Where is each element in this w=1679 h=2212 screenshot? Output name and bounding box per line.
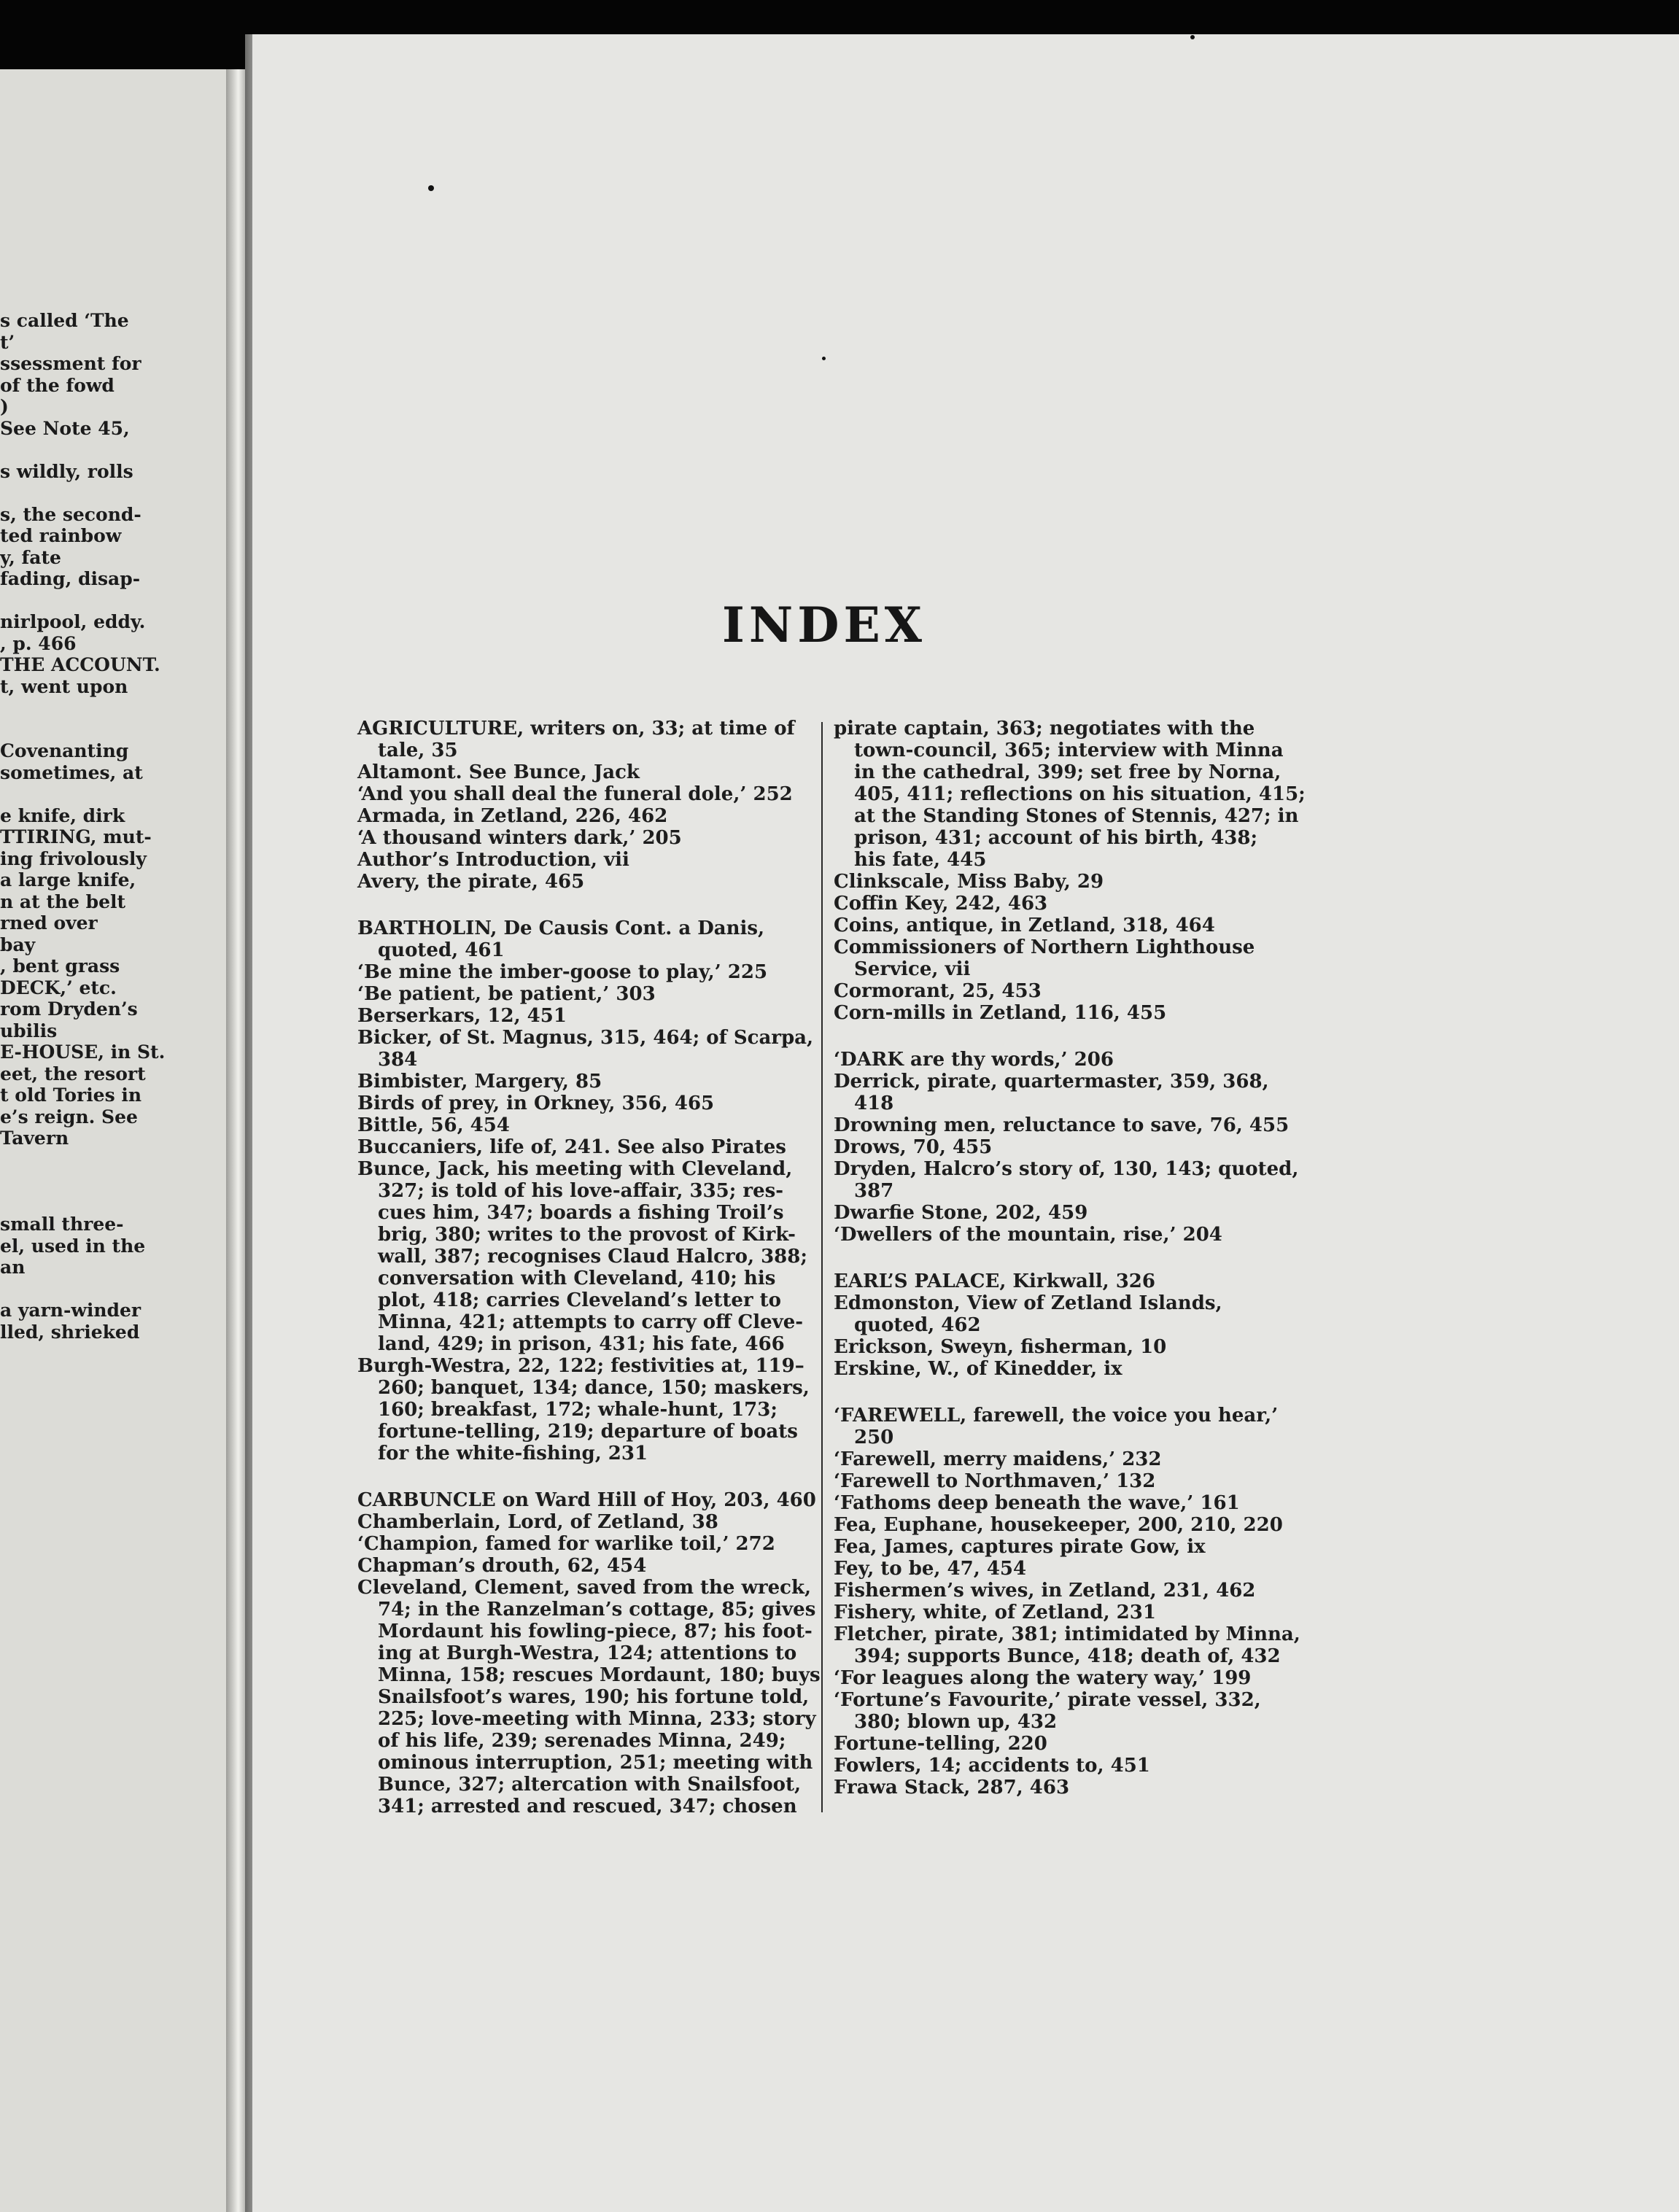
- index-entry-line: quoted, 461: [378, 939, 505, 961]
- left-page-line: Tavern: [0, 1128, 69, 1149]
- index-entry-line: Edmonston, View of Zetland Islands,: [834, 1292, 1222, 1314]
- index-entry-line: Corn-mills in Zetland, 116, 455: [834, 1002, 1167, 1024]
- index-entry-line: Commissioners of Northern Lighthouse: [834, 936, 1255, 958]
- left-page-line: t, went upon: [0, 675, 128, 697]
- left-page-line: E-HOUSE, in St.: [0, 1041, 166, 1063]
- index-entry: [834, 1071, 1287, 1114]
- index-entry: [834, 1202, 1287, 1224]
- index-entry: [834, 1292, 1287, 1336]
- index-entry: [834, 871, 1287, 893]
- left-page-line: [0, 1171, 153, 1192]
- index-entry: [357, 871, 811, 893]
- index-entry: [834, 980, 1287, 1002]
- left-page-line: a yarn-winder: [0, 1300, 141, 1321]
- left-page-line: Covenanting: [0, 740, 129, 761]
- left-page-line: , p. 466: [0, 632, 77, 654]
- left-page-line: [0, 590, 153, 612]
- left-page-line: eet, the resort: [0, 1063, 146, 1084]
- left-page-line: ted rainbow: [0, 525, 122, 546]
- index-entry-line: CARBUNCLE on Ward Hill of Hoy, 203, 460: [357, 1489, 816, 1511]
- index-entry-line: 380; blown up, 432: [854, 1711, 1058, 1733]
- index-entry: [834, 1536, 1287, 1558]
- index-entry-line: ‘And you shall deal the funeral dole,’ 252: [357, 783, 793, 805]
- left-page-line: t’: [0, 331, 15, 353]
- index-entry: [834, 1755, 1287, 1777]
- index-entry-line: ‘For leagues along the watery way,’ 199: [834, 1667, 1252, 1689]
- index-entry-line: fortune-telling, 219; departure of boats: [378, 1421, 798, 1443]
- left-page-line: ing frivolously: [0, 847, 147, 869]
- index-entry-line: Fletcher, pirate, 381; intimidated by Minna,: [834, 1623, 1300, 1645]
- left-page-line: a large knife,: [0, 869, 136, 890]
- index-entry: [357, 1093, 811, 1114]
- index-entry: [834, 1689, 1287, 1733]
- index-entry-line: tale, 35: [378, 740, 458, 761]
- left-page-line: fading, disap-: [0, 568, 141, 589]
- index-entry: [834, 1405, 1287, 1448]
- index-entry-line: ‘Fortune’s Favourite,’ pirate vessel, 332,: [834, 1689, 1261, 1711]
- index-entry-line: ‘Dwellers of the mountain, rise,’ 204: [834, 1224, 1222, 1246]
- index-entry-line: 250: [854, 1427, 894, 1448]
- index-entry-line: quoted, 462: [854, 1314, 981, 1336]
- index-entry-line: Avery, the pirate, 465: [357, 871, 585, 893]
- index-entry-line: Chapman’s drouth, 62, 454: [357, 1555, 647, 1577]
- letter-group-gap: [834, 1246, 1287, 1270]
- index-entry: [834, 1002, 1287, 1024]
- left-page-line: See Note 45,: [0, 417, 130, 439]
- index-entry: [834, 1224, 1287, 1246]
- index-entry: [357, 805, 811, 827]
- left-page-line: bay: [0, 934, 36, 955]
- left-page-line: [0, 719, 153, 741]
- index-entry-line: Burgh-Westra, 22, 122; festivities at, 119–: [357, 1355, 804, 1377]
- index-entry: [357, 761, 811, 783]
- index-entry-line: conversation with Cleveland, 410; his: [378, 1268, 776, 1289]
- index-entry-line: ‘A thousand winters dark,’ 205: [357, 827, 682, 849]
- left-page-line: , bent grass: [0, 955, 120, 977]
- index-entry-line: 260; banquet, 134; dance, 150; maskers,: [378, 1377, 810, 1399]
- index-entry: [357, 783, 811, 805]
- index-entry-line: plot, 418; carries Cleveland’s letter to: [378, 1289, 782, 1311]
- index-entry: [834, 893, 1287, 915]
- index-entry-line: EARL’S PALACE, Kirkwall, 326: [834, 1270, 1155, 1292]
- index-entry: [834, 1514, 1287, 1536]
- index-entry: [357, 983, 811, 1005]
- left-page-line: nirlpool, eddy.: [0, 611, 146, 632]
- index-entry-line: 394; supports Bunce, 418; death of, 432: [854, 1645, 1281, 1667]
- index-entry-line: Coins, antique, in Zetland, 318, 464: [834, 915, 1215, 936]
- page-title: INDEX: [722, 597, 926, 653]
- column-divider: [821, 722, 823, 1812]
- index-entry-line: 74; in the Ranzelman’s cottage, 85; gives: [378, 1599, 816, 1621]
- ink-speck: [1190, 35, 1195, 39]
- index-entry: [357, 917, 811, 961]
- index-entry: [357, 1355, 811, 1464]
- index-entry-line: Minna, 421; attempts to carry off Cleve-: [378, 1311, 804, 1333]
- index-entry: [834, 718, 1306, 871]
- index-entry: [834, 1270, 1287, 1292]
- index-entry-line: Erskine, W., of Kinedder, ix: [834, 1358, 1122, 1380]
- index-entry-line: ‘Be mine the imber-goose to play,’ 225: [357, 961, 768, 983]
- left-page-line: [0, 783, 153, 805]
- index-entry-line: ominous interruption, 251; meeting with: [378, 1752, 813, 1774]
- index-entry-line: 160; breakfast, 172; whale-hunt, 173;: [378, 1399, 778, 1421]
- index-entry-line: at the Standing Stones of Stennis, 427; in: [854, 805, 1299, 827]
- index-entry-line: Fowlers, 14; accidents to, 451: [834, 1755, 1150, 1777]
- index-entry: [834, 1623, 1300, 1667]
- index-entry: [834, 936, 1287, 980]
- left-page-line: ssessment for: [0, 353, 141, 374]
- index-entry-line: Drows, 70, 455: [834, 1136, 993, 1158]
- index-entry-line: Author’s Introduction, vii: [357, 849, 629, 871]
- left-page-line: rned over: [0, 912, 98, 934]
- index-entry-line: wall, 387; recognises Claud Halcro, 388;: [378, 1246, 807, 1268]
- left-page-line: [0, 482, 153, 504]
- ink-speck: [822, 357, 826, 360]
- letter-group-gap: [357, 893, 811, 917]
- index-entry-line: in the cathedral, 399; set free by Norna,: [854, 761, 1281, 783]
- left-page-line: THE ACCOUNT.: [0, 654, 160, 675]
- index-entry-line: AGRICULTURE, writers on, 33; at time of: [357, 718, 795, 740]
- index-entry-line: ‘FAREWELL, farewell, the voice you hear,’: [834, 1405, 1279, 1427]
- index-entry-line: Fea, Euphane, housekeeper, 200, 210, 220: [834, 1514, 1283, 1536]
- left-page-line: [0, 1278, 153, 1300]
- index-entry: [834, 915, 1287, 936]
- left-page-line: [0, 1192, 153, 1214]
- index-entry-line: Frawa Stack, 287, 463: [834, 1777, 1070, 1798]
- index-entry: [357, 1114, 811, 1136]
- index-entry: [834, 1580, 1287, 1602]
- index-entry: [834, 1777, 1287, 1798]
- letter-group-gap: [834, 1024, 1287, 1049]
- index-entry: [834, 1336, 1287, 1358]
- index-entry-line: Bimbister, Margery, 85: [357, 1071, 602, 1093]
- index-entry-line: Fey, to be, 47, 454: [834, 1558, 1027, 1580]
- index-entry-line: ‘Be patient, be patient,’ 303: [357, 983, 656, 1005]
- index-entry-line: Chamberlain, Lord, of Zetland, 38: [357, 1511, 718, 1533]
- index-entry-line: Buccaniers, life of, 241. See also Pirates: [357, 1136, 786, 1158]
- index-entry-line: Mordaunt his fowling-piece, 87; his foot-: [378, 1621, 813, 1642]
- index-entry-line: 327; is told of his love-affair, 335; res-: [378, 1180, 784, 1202]
- index-entry: [357, 1577, 821, 1817]
- left-page-line: small three-: [0, 1214, 124, 1235]
- index-entry: [834, 1448, 1287, 1470]
- index-entry-line: cues him, 347; boards a fishing Troil’s: [378, 1202, 784, 1224]
- left-page-line: lled, shrieked: [0, 1321, 140, 1343]
- index-entry: [357, 718, 811, 761]
- left-page-line: an: [0, 1257, 26, 1278]
- index-entry-line: Bunce, 327; altercation with Snailsfoot,: [378, 1774, 802, 1796]
- index-entry-line: Bicker, of St. Magnus, 315, 464; of Scarpa,: [357, 1027, 814, 1049]
- letter-group-gap: [357, 1464, 811, 1489]
- index-entry-line: Berserkars, 12, 451: [357, 1005, 567, 1027]
- index-entry-line: Clinkscale, Miss Baby, 29: [834, 871, 1104, 893]
- index-column-right: [834, 718, 1306, 1798]
- index-entry: [834, 1114, 1290, 1136]
- left-page-line: t old Tories in: [0, 1084, 142, 1106]
- index-entry: [834, 1049, 1287, 1071]
- left-page-line: TTIRING, mut-: [0, 826, 152, 847]
- index-entry: [834, 1602, 1287, 1623]
- index-entry-line: Fortune-telling, 220: [834, 1733, 1047, 1755]
- index-entry: [834, 1492, 1287, 1514]
- index-entry-line: prison, 431; account of his birth, 438;: [854, 827, 1258, 849]
- ink-speck: [428, 185, 434, 191]
- index-entry: [357, 1555, 811, 1577]
- left-page-line: sometimes, at: [0, 761, 143, 783]
- left-page-line: [0, 697, 153, 719]
- index-entry-line: Drowning men, reluctance to save, 76, 455: [834, 1114, 1290, 1136]
- index-entry-line: 341; arrested and rescued, 347; chosen: [378, 1796, 797, 1817]
- index-entry-line: Dryden, Halcro’s story of, 130, 143; quoted,: [834, 1158, 1299, 1180]
- left-page-line: ): [0, 396, 9, 417]
- index-column-left: [357, 718, 821, 1817]
- index-entry-line: Erickson, Sweyn, fisherman, 10: [834, 1336, 1167, 1358]
- index-entry-line: town-council, 365; interview with Minna: [854, 740, 1284, 761]
- index-entry: [357, 1027, 814, 1071]
- left-page-line: [0, 439, 153, 461]
- index-entry: [357, 1511, 811, 1533]
- index-entry: [834, 1158, 1299, 1202]
- index-entry: [357, 849, 811, 871]
- index-entry: [834, 1136, 1287, 1158]
- index-entry-line: ing at Burgh-Westra, 124; attentions to: [378, 1642, 797, 1664]
- left-page-line: y, fate: [0, 546, 61, 568]
- index-entry-line: Fishermen’s wives, in Zetland, 231, 462: [834, 1580, 1256, 1602]
- left-page-line: n at the belt: [0, 890, 126, 912]
- left-page-line: s wildly, rolls: [0, 460, 133, 482]
- index-entry-line: Fea, James, captures pirate Gow, ix: [834, 1536, 1206, 1558]
- index-entry: [834, 1358, 1287, 1380]
- index-entry-line: ‘Farewell, merry maidens,’ 232: [834, 1448, 1162, 1470]
- left-page-line: e knife, dirk: [0, 804, 125, 826]
- index-entry-line: for the white-fishing, 231: [378, 1443, 648, 1464]
- index-entry: [834, 1667, 1287, 1689]
- left-page-line: s called ‘The: [0, 310, 129, 331]
- left-page-line: of the fowd: [0, 374, 115, 396]
- index-entry-line: ‘Fathoms deep beneath the wave,’ 161: [834, 1492, 1240, 1514]
- left-page-line: e’s reign. See: [0, 1106, 138, 1128]
- left-page-line: s, the second-: [0, 503, 141, 525]
- index-entry: [357, 1071, 811, 1093]
- index-entry-line: ‘DARK are thy words,’ 206: [834, 1049, 1114, 1071]
- index-entry-line: Snailsfoot’s wares, 190; his fortune told,: [378, 1686, 810, 1708]
- left-page-line: DECK,’ etc.: [0, 977, 117, 998]
- index-entry-line: land, 429; in prison, 431; his fate, 466: [378, 1333, 785, 1355]
- index-entry: [834, 1733, 1287, 1755]
- left-page-text: [0, 310, 166, 1343]
- left-page-line: el, used in the: [0, 1235, 146, 1257]
- index-entry-line: ‘Farewell to Northmaven,’ 132: [834, 1470, 1156, 1492]
- index-entry-line: ‘Champion, famed for warlike toil,’ 272: [357, 1533, 775, 1555]
- index-entry-line: of his life, 239; serenades Minna, 249;: [378, 1730, 786, 1752]
- index-entry-line: Bittle, 56, 454: [357, 1114, 510, 1136]
- index-entry-line: 418: [854, 1093, 894, 1114]
- index-entry-line: Derrick, pirate, quartermaster, 359, 368,: [834, 1071, 1269, 1093]
- index-entry: [834, 1470, 1287, 1492]
- index-entry-line: Service, vii: [854, 958, 971, 980]
- index-entry-line: Cormorant, 25, 453: [834, 980, 1042, 1002]
- index-entry-line: his fate, 445: [854, 849, 987, 871]
- index-entry: [357, 1489, 816, 1511]
- index-entry: [357, 1158, 811, 1355]
- index-entry-line: Bunce, Jack, his meeting with Cleveland,: [357, 1158, 793, 1180]
- left-page-line: rom Dryden’s: [0, 998, 138, 1020]
- index-entry-line: Fishery, white, of Zetland, 231: [834, 1602, 1156, 1623]
- index-entry-line: Armada, in Zetland, 226, 462: [357, 805, 668, 827]
- letter-group-gap: [834, 1380, 1287, 1405]
- index-entry: [357, 961, 811, 983]
- index-entry-line: pirate captain, 363; negotiates with the: [834, 718, 1255, 740]
- index-entry-line: Minna, 158; rescues Mordaunt, 180; buys: [378, 1664, 821, 1686]
- index-entry: [357, 1005, 811, 1027]
- index-entry-line: Birds of prey, in Orkney, 356, 465: [357, 1093, 715, 1114]
- index-entry-line: 405, 411; reflections on his situation, 415;: [854, 783, 1306, 805]
- index-entry: [357, 827, 811, 849]
- left-page-line: [0, 1149, 153, 1171]
- index-entry-line: 387: [854, 1180, 894, 1202]
- index-entry: [357, 1533, 811, 1555]
- index-entry-line: Dwarfie Stone, 202, 459: [834, 1202, 1088, 1224]
- index-entry: [357, 1136, 811, 1158]
- index-entry-line: Coffin Key, 242, 463: [834, 893, 1048, 915]
- index-entry-line: Cleveland, Clement, saved from the wreck,: [357, 1577, 812, 1599]
- index-entry-line: 384: [378, 1049, 418, 1071]
- left-page-line: ubilis: [0, 1020, 58, 1041]
- index-entry-line: brig, 380; writes to the provost of Kirk-: [378, 1224, 796, 1246]
- index-entry-line: 225; love-meeting with Minna, 233; story: [378, 1708, 816, 1730]
- index-entry: [834, 1558, 1287, 1580]
- index-entry-line: BARTHOLIN, De Causis Cont. a Danis,: [357, 917, 765, 939]
- index-entry-line: Altamont. See Bunce, Jack: [357, 761, 640, 783]
